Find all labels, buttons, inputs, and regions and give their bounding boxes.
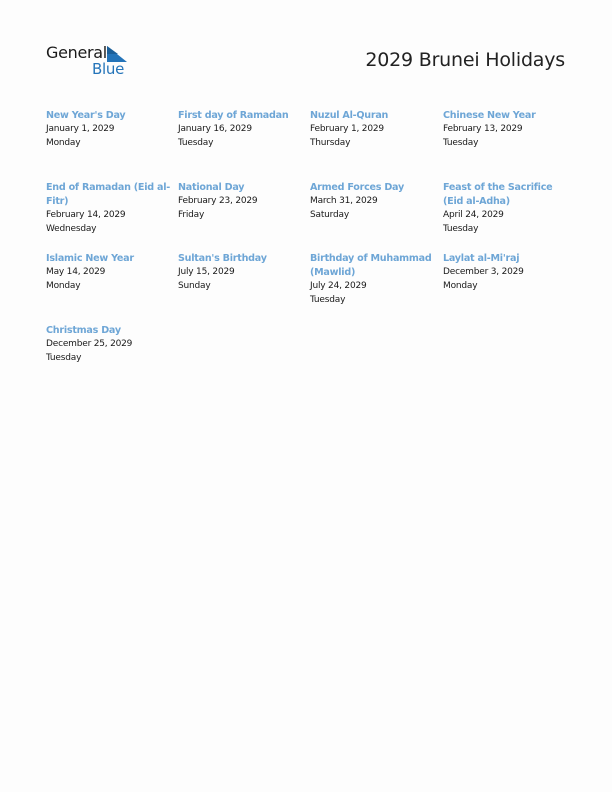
holiday-item [443,252,567,293]
holiday-name: Chinese New Year [443,110,536,121]
holiday-item [310,109,434,150]
holiday-item [46,109,170,150]
holiday-date: December 25, 2029 [46,339,133,349]
holiday-name: National Day [178,182,245,193]
holiday-date: March 31, 2029 [310,196,378,206]
holiday-weekday: Tuesday [178,137,214,148]
holiday-weekday: Tuesday [310,294,346,305]
holiday-name: First day of Ramadan [178,110,289,121]
holiday-item [310,252,434,307]
holiday-weekday: Tuesday [46,352,82,363]
holiday-weekday: Tuesday [443,137,479,148]
holiday-weekday: Thursday [310,137,351,148]
holiday-date: February 14, 2029 [46,210,126,220]
holiday-date: December 3, 2029 [443,267,524,277]
holiday-date: January 1, 2029 [46,124,115,134]
holiday-name: Islamic New Year [46,253,134,264]
holiday-name: New Year's Day [46,110,126,121]
holiday-date: February 23, 2029 [178,196,258,206]
holiday-item [178,109,302,150]
holiday-item [46,252,170,293]
holiday-date: July 15, 2029 [178,267,235,277]
holiday-name: Laylat al-Mi'raj [443,253,520,264]
holiday-weekday: Saturday [310,209,349,220]
holiday-name: End of Ramadan (Eid al-Fitr) [46,182,170,207]
holiday-weekday: Friday [178,209,205,220]
logo-word-blue: Blue [92,60,124,78]
holiday-weekday: Wednesday [46,223,97,234]
holiday-name: Sultan's Birthday [178,253,267,264]
holiday-date: April 24, 2029 [443,210,504,220]
page-title: 2029 Brunei Holidays [365,49,565,71]
holiday-name: Feast of the Sacrifice (Eid al-Adha) [443,182,553,207]
holiday-date: July 24, 2029 [310,281,367,291]
holiday-name: Birthday of Muhammad (Mawlid) [310,253,432,278]
generalblue-logo [46,44,136,80]
holiday-item [443,181,567,236]
holiday-weekday: Monday [46,280,81,291]
holiday-item [443,109,567,150]
holiday-weekday: Tuesday [443,223,479,234]
holiday-name: Armed Forces Day [310,182,404,193]
holiday-weekday: Sunday [178,280,211,291]
holiday-item [178,181,302,222]
holiday-weekday: Monday [443,280,478,291]
logo-word-general: General [46,43,107,62]
holiday-date: May 14, 2029 [46,267,106,277]
holiday-name: Christmas Day [46,325,121,336]
holiday-date: January 16, 2029 [178,124,252,134]
holiday-name: Nuzul Al-Quran [310,110,389,121]
holiday-date: February 1, 2029 [310,124,384,134]
holiday-item [178,252,302,293]
holiday-date: February 13, 2029 [443,124,523,134]
holiday-item [46,181,170,236]
holiday-item [46,324,170,365]
holiday-item [310,181,434,222]
holiday-weekday: Monday [46,137,81,148]
